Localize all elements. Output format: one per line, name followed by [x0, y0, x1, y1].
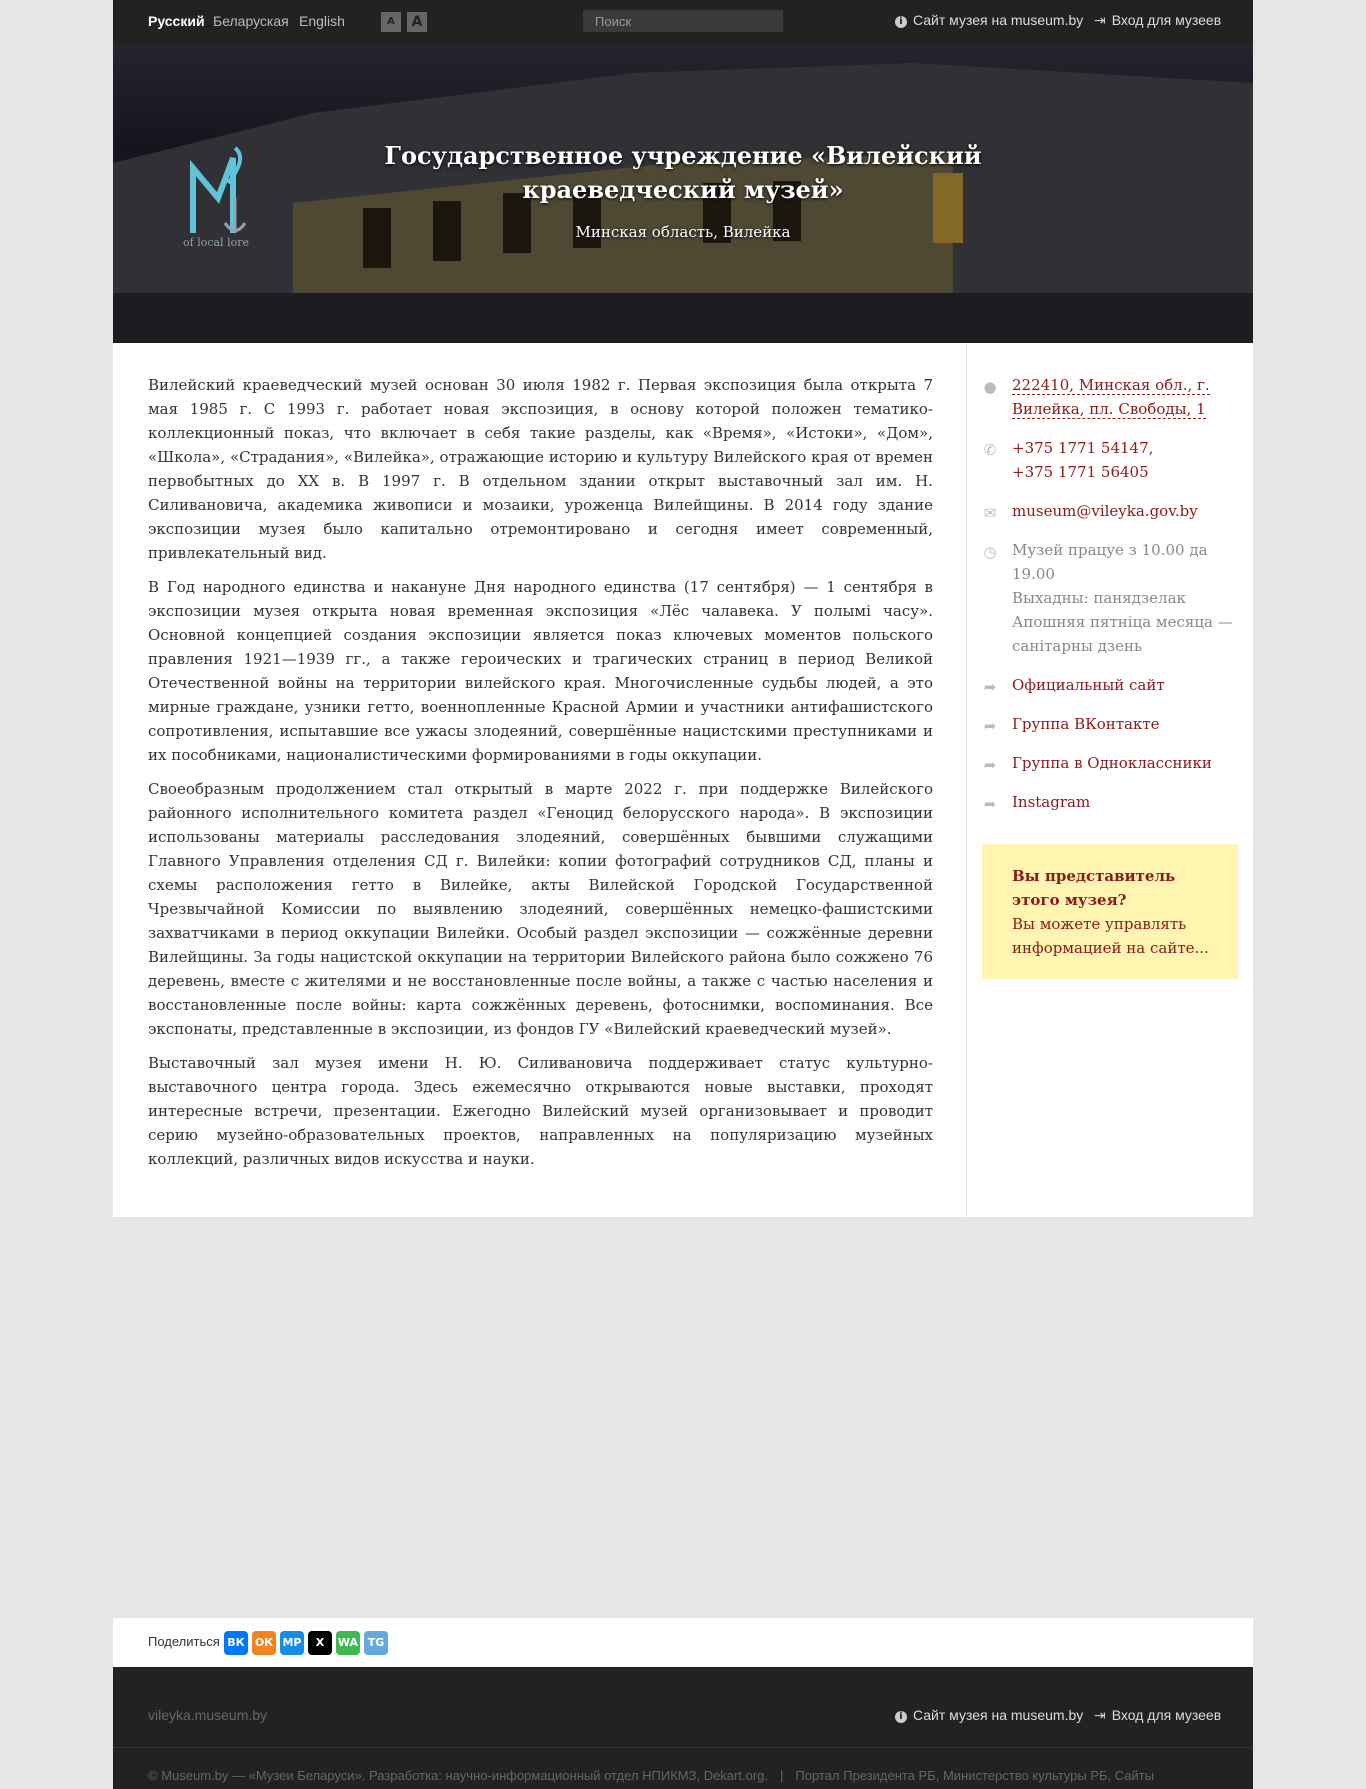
share-arrow-icon: ➦	[983, 678, 997, 696]
article-body	[148, 373, 933, 1181]
article-paragraph: В Год народного единства и накануне Дня народного единства (17 сентября) — 1 сентября в экспозиции музея открыта новая временная экспозиция «Лёс чалавека. У полымі часу». Основной концепцией создания экспозиции является показ ключевых моментов польского правления 1921—1939 гг., а также героических и трагических страниц в период Великой Отечественной войны на территории вилейского края. Многочисленные судьбы людей, а это мирные граждане, узники гетто, военнопленные Красной Армии и участники антифашистского сопротивления, испытавшие все ужасы злодеяний, совершённые нацистскими преступниками и их пособниками, националистическими формированиями в годы оккупации.	[148, 578, 933, 764]
map-pin-icon: ●	[983, 378, 997, 396]
mailru-share-button[interactable]: МР	[280, 1631, 304, 1655]
share-arrow-icon: ➦	[983, 756, 997, 774]
footer-login-link[interactable]	[1094, 1707, 1221, 1724]
phone-item	[982, 436, 1252, 484]
footer-external-links[interactable]: Портал Президента РБ, Министерство культуры РБ, Сайты	[795, 1768, 1155, 1783]
font-decrease-button[interactable]: A	[381, 12, 401, 32]
ok-group-link[interactable]: Группа в Одноклассники	[1012, 754, 1212, 772]
hours-line-2: Выхадны: панядзелак	[1012, 589, 1186, 607]
vk-share-button[interactable]: ВК	[224, 1631, 248, 1655]
footer	[113, 1667, 1253, 1789]
column-divider	[966, 343, 967, 1217]
article-paragraph: Выставочный зал музея имени Н. Ю. Силивановича поддерживает статус культурно-выставочного центра города. Здесь ежемесячно открываются новые выставки, проходят интересные встречи, презентации. Ежегодно Вилейский музей организовывает и проводит серию музейно-образовательных проектов, направленных на популяризацию музейных коллекций, различных видов искусства и науки.	[148, 1054, 933, 1168]
share-label: Поделиться	[148, 1634, 220, 1649]
sign-in-icon: ⇥	[1094, 13, 1106, 29]
vk-group-link[interactable]: Группа ВКонтакте	[1012, 715, 1160, 733]
share-arrow-icon: ➦	[983, 717, 997, 735]
instagram-link[interactable]: Instagram	[1012, 793, 1091, 811]
museum-logo	[173, 138, 273, 248]
ok-share-button[interactable]: ОК	[252, 1631, 276, 1655]
content-area	[113, 343, 1253, 1217]
share-arrow-icon: ➦	[983, 795, 997, 813]
hours-line-1: Музей працуе з 10.00 да 19.00	[1012, 541, 1208, 583]
phone-link-2[interactable]: +375 1771 56405	[1012, 463, 1149, 481]
hours-item	[982, 538, 1252, 658]
login-link-label: Вход для музеев	[1111, 12, 1222, 28]
sign-in-icon: ⇥	[1094, 1708, 1106, 1724]
representative-link[interactable]: Вы можете управлять информацией на сайте...	[1012, 915, 1209, 957]
footer-login-label: Вход для музеев	[1111, 1707, 1222, 1723]
museum-site-link-label: Сайт музея на museum.by	[913, 12, 1084, 28]
search-input[interactable]	[583, 10, 783, 32]
email-link[interactable]: museum@vileyka.gov.by	[1012, 502, 1198, 520]
lang-belarusian[interactable]: Беларуская	[213, 13, 289, 29]
telegram-share-button[interactable]: TG	[364, 1631, 388, 1655]
footer-site-link[interactable]: vileyka.museum.by	[148, 1707, 268, 1723]
top-bar	[113, 0, 1253, 43]
representative-title: Вы представитель этого музея?	[1012, 867, 1176, 909]
vk-group-item	[982, 712, 1252, 736]
footer-museum-site-label: Сайт музея на museum.by	[913, 1707, 1084, 1723]
logo-caption: of local lore	[183, 236, 249, 248]
copyright-text: © Museum.by — «Музеи Беларуси». Разработка: научно-информационный отдел НПИКМЗ, Dekart.org.	[148, 1768, 768, 1783]
footer-copyright-line	[148, 1768, 1154, 1783]
sidebar	[982, 373, 1252, 829]
clock-icon: ◷	[983, 543, 997, 561]
font-increase-button[interactable]: A	[407, 12, 427, 32]
login-link[interactable]	[1094, 12, 1221, 29]
address-item	[982, 373, 1252, 421]
lang-english[interactable]: English	[299, 13, 345, 29]
envelope-icon: ✉	[983, 504, 997, 522]
museum-site-link[interactable]	[895, 12, 1083, 28]
hero-banner	[113, 43, 1253, 343]
x-share-button[interactable]: X	[308, 1631, 332, 1655]
whatsapp-share-button[interactable]: WA	[336, 1631, 360, 1655]
phone-link-1[interactable]: +375 1771 54147,	[1012, 439, 1154, 457]
official-site-item	[982, 673, 1252, 697]
address-link[interactable]: 222410, Минская обл., г. Вилейка, пл. Свободы, 1	[1012, 376, 1210, 418]
phone-icon: ✆	[983, 441, 997, 459]
page-subtitle: Минская область, Вилейка	[575, 223, 791, 241]
footer-museum-site-link[interactable]	[895, 1707, 1083, 1723]
email-item	[982, 499, 1252, 523]
footer-separator: |	[780, 1768, 784, 1783]
share-bar	[113, 1618, 1253, 1667]
info-icon: i	[895, 1711, 907, 1723]
ok-group-item	[982, 751, 1252, 775]
footer-divider	[113, 1747, 1253, 1748]
lang-russian[interactable]: Русский	[148, 13, 205, 29]
official-site-link[interactable]: Официальный сайт	[1012, 676, 1165, 694]
hours-line-3: Апошняя пятніца месяца — санітарны дзень	[1012, 613, 1233, 655]
article-paragraph: Своеобразным продолжением стал открытый в марте 2022 г. при поддержке Вилейского районного исполнительного комитета раздел «Геноцид белорусского народа». В экспозиции использованы материалы расследования злодеяний, совершённых бывшими служащими Главного Управления отделения СД г. Вилейки: копии фотографий сотрудников СД, планы и схемы расположения гетто в Вилейке, акты Вилейской Городской Государственной Чрезвычайной Комиссии по выявлению злодеяний, совершённых немецко-фашистскими захватчиками в период оккупации Вилейки. Особый раздел экспозиции — сожжённые деревни Вилейщины. За годы нацистской оккупации на территории Вилейского района было сожжено 76 деревень, вместе с жителями и не восстановленные после войны, а также с частью населения и восстановленные после войны: карта сожжённых деревень, фотоснимки, воспоминания. Все экспонаты, представленные в экспозиции, из фондов ГУ «Вилейский краеведческий музей».	[148, 780, 933, 1038]
article-paragraph: Вилейский краеведческий музей основан 30 июля 1982 г. Первая экспозиция была открыта 7 мая 1985 г. С 1993 г. работает новая экспозиция, в основу которой положен тематико-коллекционный показ, что включает в себя такие разделы, как «Время», «Истоки», «Дом», «Школа», «Страдания», «Вилейка», отражающие историю и культуру Вилейского края от времен первобытных до XX в. В 1997 г. В отдельном здании открыт выставочный зал им. Н. Силивановича, академика живописи и мозаики, уроженца Вилейщины. В 2014 году здание экспозиции музея было капитально отремонтировано и сегодня имеет современный, привлекательный вид.	[148, 376, 933, 562]
museum-representative-box[interactable]	[982, 844, 1238, 979]
instagram-item	[982, 790, 1252, 814]
info-icon: i	[895, 16, 907, 28]
page-title: Государственное учреждение «Вилейский краеведческий музей»	[384, 141, 982, 204]
